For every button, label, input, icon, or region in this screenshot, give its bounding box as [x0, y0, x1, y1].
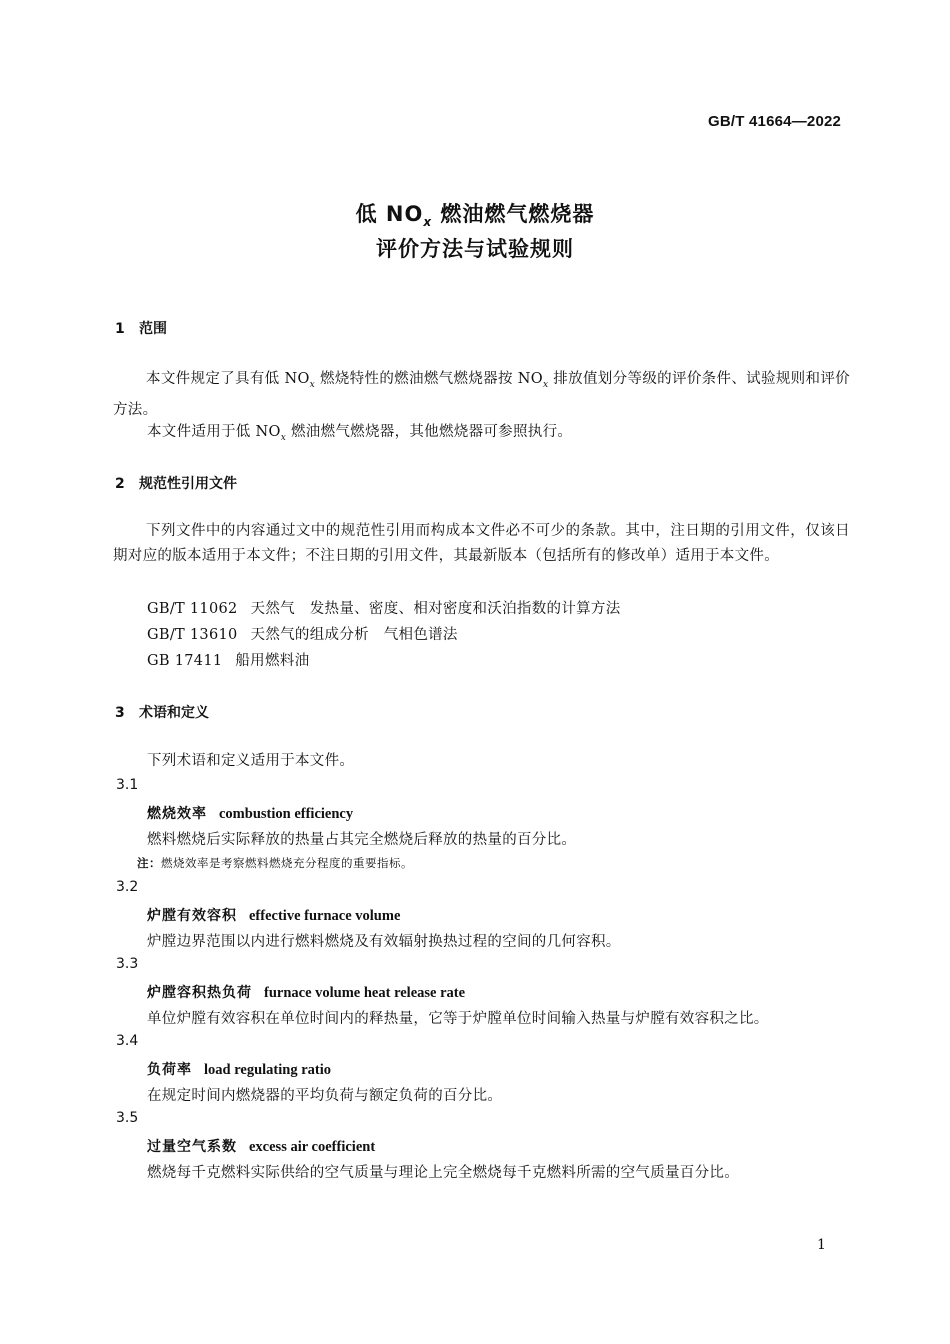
document-title-line2: 评价方法与试验规则	[376, 237, 574, 261]
references-intro-paragraph: 下列文件中的内容通过文中的规范性引用而构成本文件必不可少的条款。其中，注日期的引用文件，仅该日期对应的版本适用于本文件；不注日期的引用文件，其最新版本（包括所有的修改单）适用于本文件。	[113, 523, 850, 564]
section-heading-scope: 1 范围	[115, 321, 167, 337]
scope-paragraph-2: 本文件适用于低 $NO_x$ 燃油燃气燃烧器，其他燃烧器可参照执行。	[147, 424, 573, 443]
term-heading: 炉膛容积热负荷 furnace volume heat release rate	[147, 985, 466, 1001]
term-number: 3.1	[116, 777, 139, 793]
document-title-line1: 低 $NO_x$ 燃油燃气燃烧器	[355, 202, 595, 230]
reference-item: GB/T 13610 天然气的组成分析 气相色谱法	[147, 627, 458, 643]
term-number: 3.3	[116, 956, 139, 972]
reference-item: GB/T 11062 天然气 发热量、密度、相对密度和沃泊指数的计算方法	[147, 601, 621, 617]
reference-item: GB 17411 船用燃料油	[147, 653, 310, 669]
term-definition: 炉膛边界范围以内进行燃料燃烧及有效辐射换热过程的空间的几何容积。	[147, 934, 621, 950]
term-note: 注：燃烧效率是考察燃料燃烧充分程度的重要指标。	[137, 856, 413, 870]
term-definition: 燃烧每千克燃料实际供给的空气质量与理论上完全燃烧每千克燃料所需的空气质量百分比。	[147, 1165, 739, 1181]
term-heading: 过量空气系数 excess air coefficient	[147, 1139, 376, 1155]
term-definition: 单位炉膛有效容积在单位时间内的释热量，它等于炉膛单位时间输入热量与炉膛有效容积之比。	[147, 1011, 769, 1027]
standard-number: GB/T 41664—2022	[708, 113, 842, 130]
page-number: 1	[817, 1237, 826, 1253]
term-heading: 燃烧效率 combustion efficiency	[147, 806, 354, 822]
term-heading: 炉膛有效容积 effective furnace volume	[147, 908, 401, 924]
term-number: 3.5	[116, 1110, 139, 1126]
term-number: 3.4	[116, 1033, 139, 1049]
term-definition: 在规定时间内燃烧器的平均负荷与额定负荷的百分比。	[147, 1088, 503, 1104]
term-number: 3.2	[116, 879, 139, 895]
term-heading: 负荷率 load regulating ratio	[147, 1062, 332, 1078]
section-heading-terms-definitions: 3 术语和定义	[115, 705, 209, 721]
section-heading-normative-references: 2 规范性引用文件	[115, 476, 237, 492]
terms-intro: 下列术语和定义适用于本文件。	[147, 753, 355, 769]
scope-paragraph-1: 本文件规定了具有低 $NO_x$ 燃烧特性的燃油燃气燃烧器按 $NO_x$ 排放值划分等级的评价条件、试验规则和评价方法。	[113, 371, 850, 418]
term-definition: 燃料燃烧后实际释放的热量占其完全燃烧后释放的热量的百分比。	[147, 832, 577, 848]
